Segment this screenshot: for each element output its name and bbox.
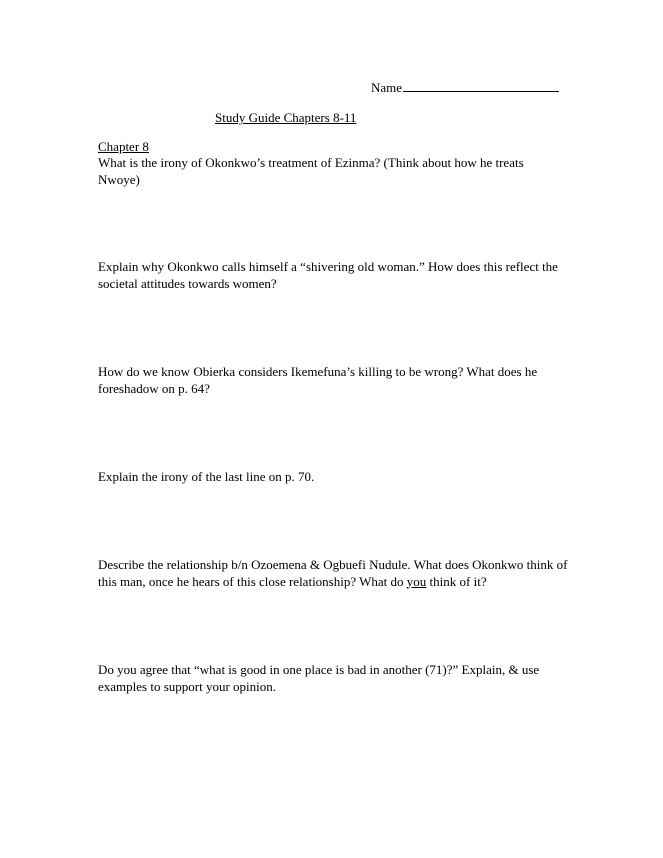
question-2: Explain why Okonkwo calls himself a “shivering old woman.” How does this reflect the societal attitudes towards women? [98, 259, 558, 291]
question-5-text-after: think of it? [426, 573, 487, 589]
question-4: Explain the irony of the last line on p. 70. [98, 469, 315, 484]
question-1: What is the irony of Okonkwo’s treatment of Ezinma? (Think about how he treats Nwoye) [98, 155, 524, 187]
name-label: Name [371, 80, 403, 95]
question-3: How do we know Obierka considers Ikemefuna’s killing to be wrong? What does he foreshadow on p. 64? [98, 364, 538, 396]
question-5-text-before: Describe the relationship b/n Ozoemena & Ogbuefi Nudule. What does Okonkwo think of this man, once he hears of this close relationship? What do [98, 557, 568, 589]
question-5-emphasis: you [406, 573, 427, 589]
question-5 [98, 557, 568, 590]
page-title: Study Guide Chapters 8-11 [215, 110, 357, 125]
name-field [371, 79, 559, 97]
question-6: Do you agree that “what is good in one place is bad in another (71)?” Explain, & use examples to support your opinion. [98, 662, 540, 694]
chapter-heading: Chapter 8 [98, 139, 149, 154]
name-blank-line [403, 79, 559, 92]
